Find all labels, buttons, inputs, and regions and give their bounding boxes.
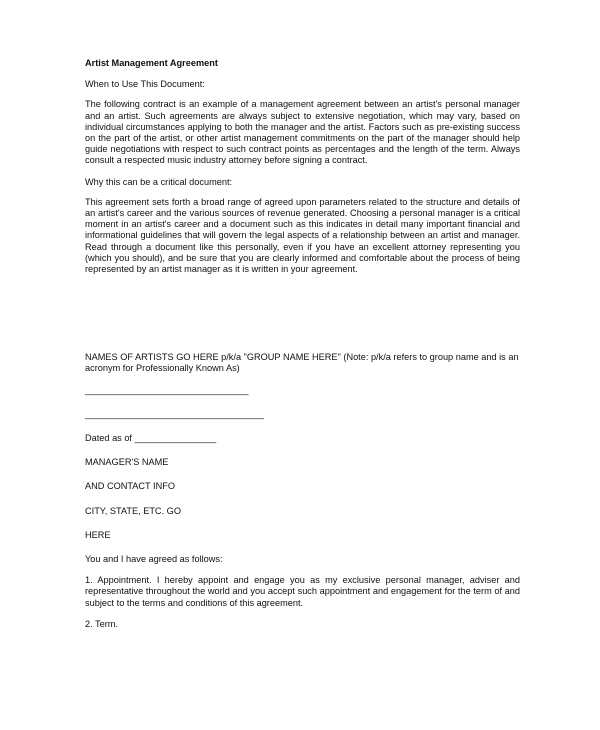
why-critical-heading: Why this can be a critical document:	[85, 176, 233, 187]
manager-name-field: MANAGER'S NAME	[85, 457, 169, 468]
here-field: HERE	[85, 529, 111, 540]
term-clause: 2. Term.	[85, 618, 119, 629]
appointment-clause: 1. Appointment. I hereby appoint and engage you as my exclusive personal manager, adviser and representative throughout the world and you accept such appointment and engagement for the term of and subject to the terms and conditions of this agreement.	[85, 575, 520, 608]
agreed-intro: You and I have agreed as follows:	[85, 554, 223, 565]
document-body	[85, 58, 520, 640]
signature-blank-line-1: ________________________________	[85, 384, 249, 395]
when-to-use-paragraph: The following contract is an example of a management agreement between an artist's personal manager and an artist. Such agreements are always subject to extensive negotiation, which may vary, based on individual circumstances applying to both the manager and the artist. Factors such as pre-existing success on the part of the artist, or other artist management commitments on the part of the manager should help guide negotiations with respect to such contract points as percentages and the length of the term. Always consult a respected music industry attorney before signing a contract.	[85, 99, 520, 166]
section-spacer	[85, 285, 520, 352]
dated-as-of-field: Dated as of ________________	[85, 433, 217, 444]
contact-info-field: AND CONTACT INFO	[85, 481, 176, 492]
city-state-field: CITY, STATE, ETC. GO	[85, 505, 181, 516]
signature-blank-line-2: ___________________________________	[85, 408, 264, 419]
document-title: Artist Management Agreement	[85, 58, 218, 68]
when-to-use-heading: When to Use This Document:	[85, 79, 205, 90]
artist-names-line: NAMES OF ARTISTS GO HERE p/k/a "GROUP NAME HERE" (Note: p/k/a refers to group name and is an acronym for Professionally Known As)	[85, 352, 519, 374]
why-critical-paragraph: This agreement sets forth a broad range of agreed upon parameters related to the structure and details of an artist's career and the various sources of revenue generated. Choosing a personal manager is a critical moment in an artist's career and a document such as this indicates in detail many important financial and informational guidelines that will govern the legal aspects of a relationship between an artist and manager. Read through a document like this personally, even if you have an excellent attorney representing you (which you should), and be sure that you are clearly informed and comfortable about the process of being represented by an artist manager as it is written in your agreement.	[85, 196, 520, 275]
